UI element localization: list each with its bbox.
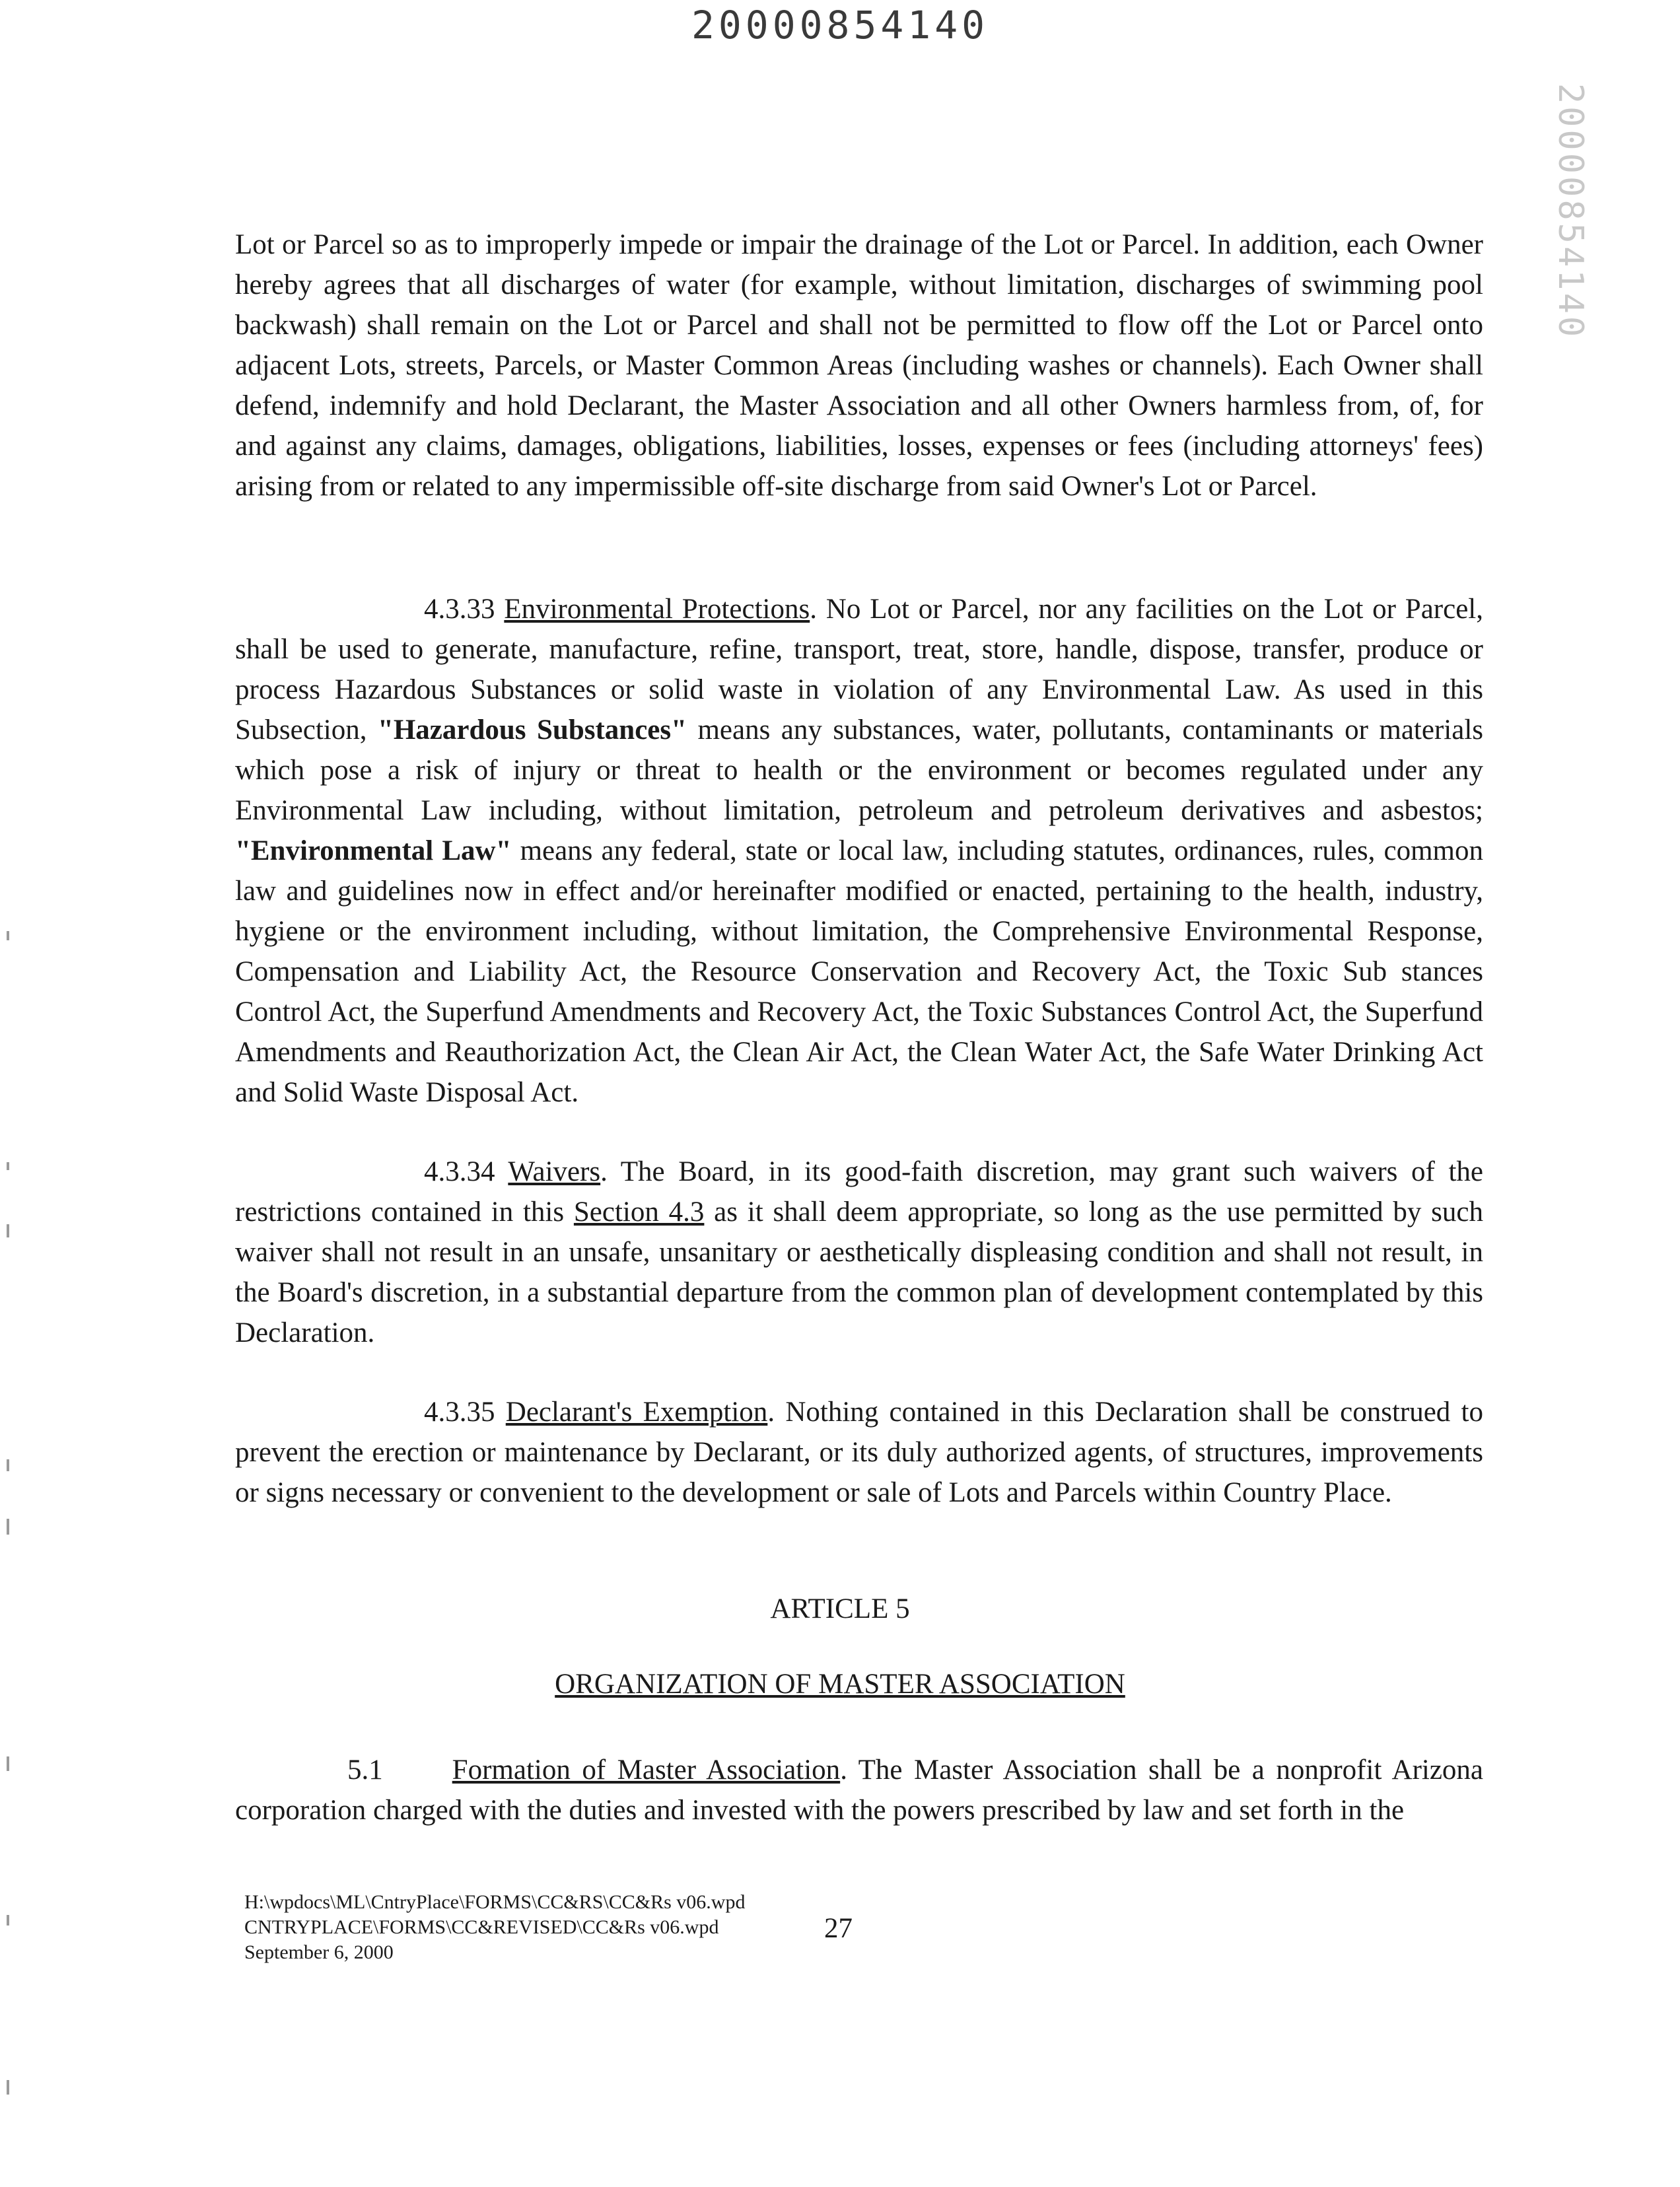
section-heading: Formation of Master Association xyxy=(452,1754,841,1786)
margin-mark xyxy=(7,1224,9,1237)
section-text: . No Lot or Parcel, nor any facilities on the Lot or Parcel, shall be used to generate, manufacture, refine, transport, treat, store, handle, dispose, transfer, produce or process Hazardous Substances or solid waste in violation of any Environmental Law. As used in this Subsection, xyxy=(235,594,1483,746)
section-heading: Environmental Protections xyxy=(504,594,810,625)
section-paragraph xyxy=(235,1392,1483,1513)
margin-mark xyxy=(7,931,9,940)
margin-mark xyxy=(7,1915,9,1926)
section-text: . The Board, in its good-faith discretion, may grant such waivers of the restrictions contained in this xyxy=(235,1156,1483,1228)
section-paragraph xyxy=(235,1152,1483,1353)
side-stamp xyxy=(1551,83,1590,340)
article-title: ORGANIZATION OF MASTER ASSOCIATION xyxy=(555,1669,1125,1700)
section-number: 4.3.35 xyxy=(424,1397,495,1428)
section-number: 4.3.34 xyxy=(424,1156,495,1187)
section-paragraph xyxy=(235,589,1483,1113)
footer-file-path: H:\wpdocs\ML\CntryPlace\FORMS\CC&RS\CC&Rs v06.wpd xyxy=(244,1891,746,1913)
footer xyxy=(244,1890,745,1965)
section-reference: Section 4.3 xyxy=(573,1197,705,1228)
section-number: 5.1 xyxy=(347,1754,383,1786)
section-text: . The Master Association shall be a nonprofit Arizona corporation charged with the duties and invested with the powers prescribed by law and set forth in the xyxy=(235,1754,1484,1826)
section-text: . Nothing contained in this Declaration shall be construed to prevent the erection or maintenance by Declarant, or its duly authorized agents, of structures, improvements or signs necessary or convenient to the development or sale of Lots and Parcels within Country Place. xyxy=(235,1397,1484,1508)
section-4-3-35 xyxy=(235,1392,1483,1513)
section-4-3-34 xyxy=(235,1152,1483,1353)
section-5-1 xyxy=(235,1750,1483,1830)
section-text: as it shall deem appropriate, so long as the use permitted by such waiver shall not result in an unsafe, unsanitary or aesthetically displeasing condition and shall not result, in the Board's discretion, in a substantial departure from the common plan of development contemplated by this Declaration. xyxy=(235,1197,1484,1348)
margin-mark xyxy=(7,1756,9,1771)
paragraph-continuation xyxy=(235,225,1483,506)
footer-date: September 6, 2000 xyxy=(244,1941,394,1963)
margin-mark xyxy=(7,2080,9,2095)
section-text: means any substances, water, pollutants, contaminants or materials which pose a risk of injury or threat to health or the environment or becomes regulated under any Environmental Law including, without limitation, petroleum and petroleum derivatives and asbestos; xyxy=(235,714,1483,826)
margin-mark xyxy=(7,1459,9,1471)
paragraph-text: Lot or Parcel so as to improperly impede or impair the drainage of the Lot or Parcel. In addition, each Owner hereby agrees that all discharges of water (for example, without limitation, discharges of swimming pool backwash) shall remain on the Lot or Parcel and shall not be permitted to flow off the Lot or Parcel onto adjacent Lots, streets, Parcels, or Master Common Areas (including washes or channels). Each Owner shall defend, indemnify and hold Declarant, the Master Association and all other Owners harmless from, of, for and against any claims, damages, obligations, liabilities, losses, expenses or fees (including attorneys' fees) arising from or related to any impermissible off-site discharge from said Owner's Lot or Parcel. xyxy=(235,229,1483,502)
section-heading: Waivers xyxy=(508,1156,601,1187)
section-paragraph xyxy=(235,1750,1483,1830)
section-heading: Declarant's Exemption xyxy=(505,1397,768,1428)
section-number: 4.3.33 xyxy=(424,594,495,625)
article-label: ARTICLE 5 xyxy=(770,1593,910,1624)
margin-mark xyxy=(7,1162,9,1170)
document-number: 20000854140 xyxy=(691,3,989,48)
margin-mark xyxy=(7,1519,9,1535)
page-number: 27 xyxy=(824,1913,853,1944)
section-4-3-33 xyxy=(235,589,1483,1113)
section-text: means any federal, state or local law, including statutes, ordinances, rules, common law and guidelines now in effect and/or hereinafter modified or enacted, pertaining to the health, industry, hygiene or the environment including, without limitation, the Comprehensive Environmental Response, Compensation and Liability Act, the Resource Conservation and Recovery Act, the Toxic Sub stances Control Act, the Superfund Amendments and Recovery Act, the Toxic Substances Control Act, the Superfund Amendments and Reauthorization Act, the Clean Air Act, the Clean Water Act, the Safe Water Drinking Act and Solid Waste Disposal Act. xyxy=(235,835,1483,1108)
defined-term: "Hazardous Substances" xyxy=(377,714,687,746)
side-stamp-text: 20000854140 xyxy=(1551,83,1590,340)
defined-term: "Environmental Law" xyxy=(235,835,512,866)
footer-file-path-revised: CNTRYPLACE\FORMS\CC&REVISED\CC&Rs v06.wpd xyxy=(244,1916,719,1938)
